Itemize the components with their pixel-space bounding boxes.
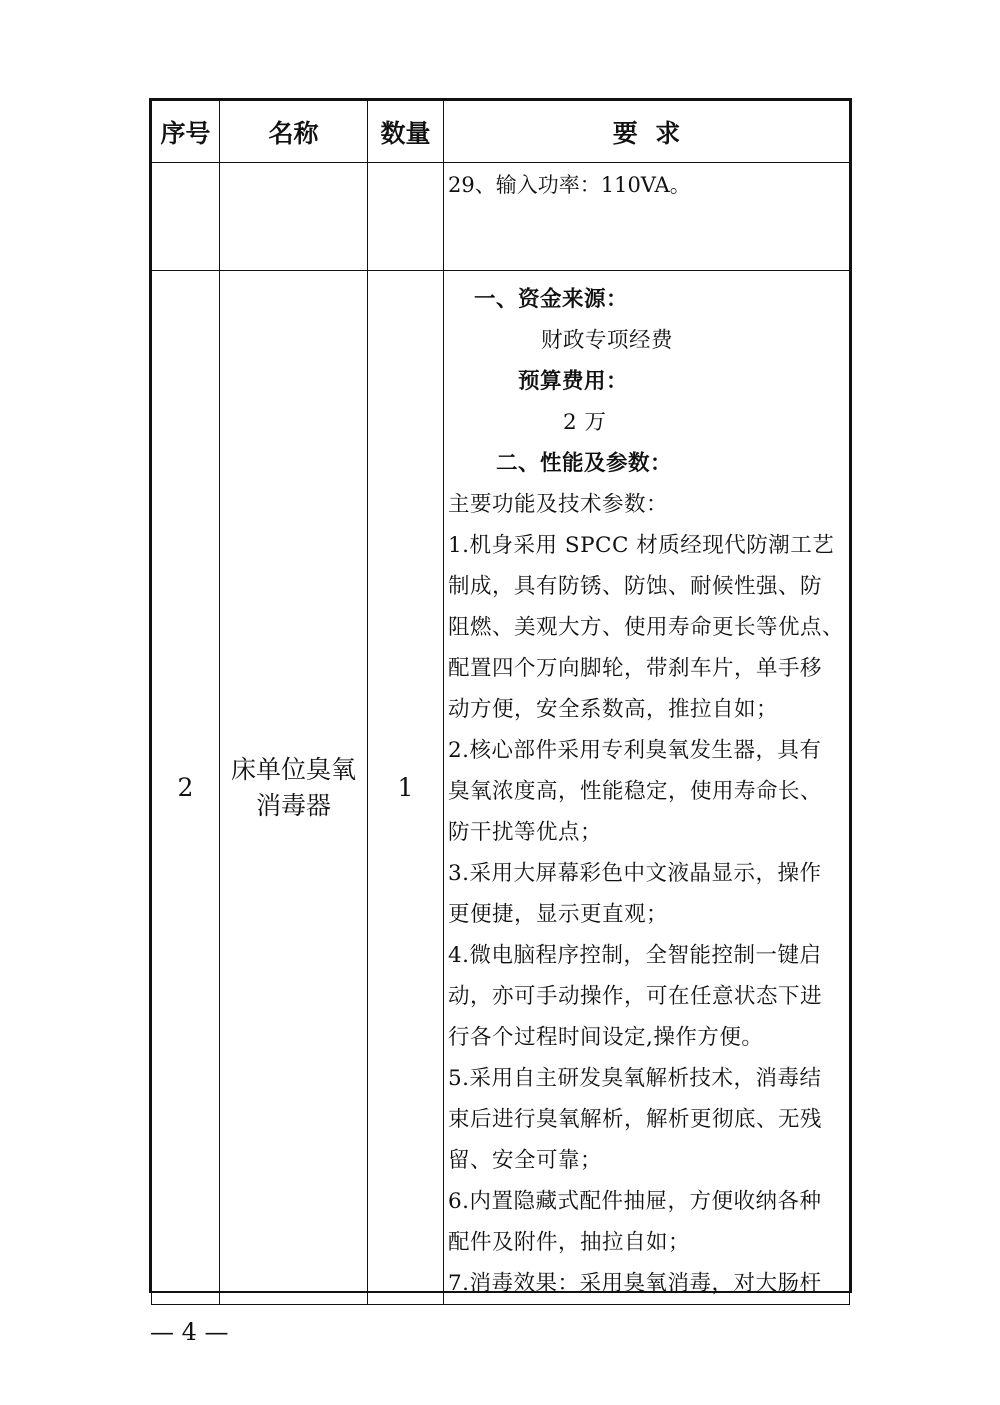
req-line: 2.核心部件采用专利臭氧发生器，具有: [448, 738, 822, 763]
cell-prev-requirement: 29、输入功率：110VA。: [444, 163, 850, 271]
cell-qty-empty: [368, 163, 444, 271]
req-line: 留、安全可靠；: [448, 1148, 603, 1173]
req-heading-funding: 一、资金来源：: [474, 287, 629, 312]
req-line: 更便捷，显示更直观；: [448, 902, 669, 927]
req-line: 配件及附件，抽拉自如；: [448, 1230, 691, 1255]
cell-item-no: 2: [152, 271, 220, 1305]
req-line: 动方便，安全系数高，推拉自如；: [448, 697, 779, 722]
requirements-table: [149, 98, 852, 1296]
cell-item-requirements: [444, 271, 850, 1305]
header-qty: 数量: [368, 101, 444, 163]
req-heading-performance: 二、性能及参数：: [496, 451, 673, 476]
req-line: 配置四个万向脚轮，带刹车片，单手移: [448, 656, 823, 681]
header-no: 序号: [152, 101, 220, 163]
req-line: 动，亦可手动操作，可在任意状态下进: [448, 984, 823, 1009]
req-line: 束后进行臭氧解析，解析更彻底、无残: [448, 1107, 823, 1132]
req-line: 2 万: [563, 410, 607, 435]
cell-name-empty: [220, 163, 368, 271]
req-line: 6.内置隐藏式配件抽屉，方便收纳各种: [448, 1189, 822, 1214]
item-name-line1: 床单位臭氧: [230, 754, 356, 784]
table-row-item-2: [152, 271, 850, 1305]
table-header-row: [152, 101, 850, 163]
req-line: 阻燃、美观大方、使用寿命更长等优点、: [448, 615, 845, 640]
req-line: 臭氧浓度高，性能稳定，使用寿命长、: [448, 779, 823, 804]
req-line: 5.采用自主研发臭氧解析技术，消毒结: [448, 1066, 822, 1091]
cell-no-empty: [152, 163, 220, 271]
req-line: 3.采用大屏幕彩色中文液晶显示，操作: [448, 861, 822, 886]
req-line: 行各个过程时间设定,操作方便。: [448, 1025, 764, 1050]
cell-item-qty: 1: [368, 271, 444, 1305]
req-heading-budget: 预算费用：: [518, 369, 629, 394]
req-line: 财政专项经费: [541, 328, 674, 353]
header-requirements: 要 求: [444, 101, 850, 163]
req-line: 主要功能及技术参数：: [448, 492, 669, 517]
header-name: 名称: [220, 101, 368, 163]
req-line: 7.消毒效果：采用臭氧消毒，对大肠杆: [448, 1271, 822, 1296]
req-line: 1.机身采用 SPCC 材质经现代防潮工艺: [448, 533, 835, 558]
table-row-continued: [152, 163, 850, 271]
req-line: 4.微电脑程序控制，全智能控制一键启: [448, 943, 822, 968]
req-line: 防干扰等优点；: [448, 820, 603, 845]
cell-item-name: [220, 271, 368, 1305]
req-line: 制成，具有防锈、防蚀、耐候性强、防: [448, 574, 823, 599]
item-name-line2: 消毒器: [255, 790, 331, 820]
page-number: — 4 —: [150, 1318, 229, 1346]
